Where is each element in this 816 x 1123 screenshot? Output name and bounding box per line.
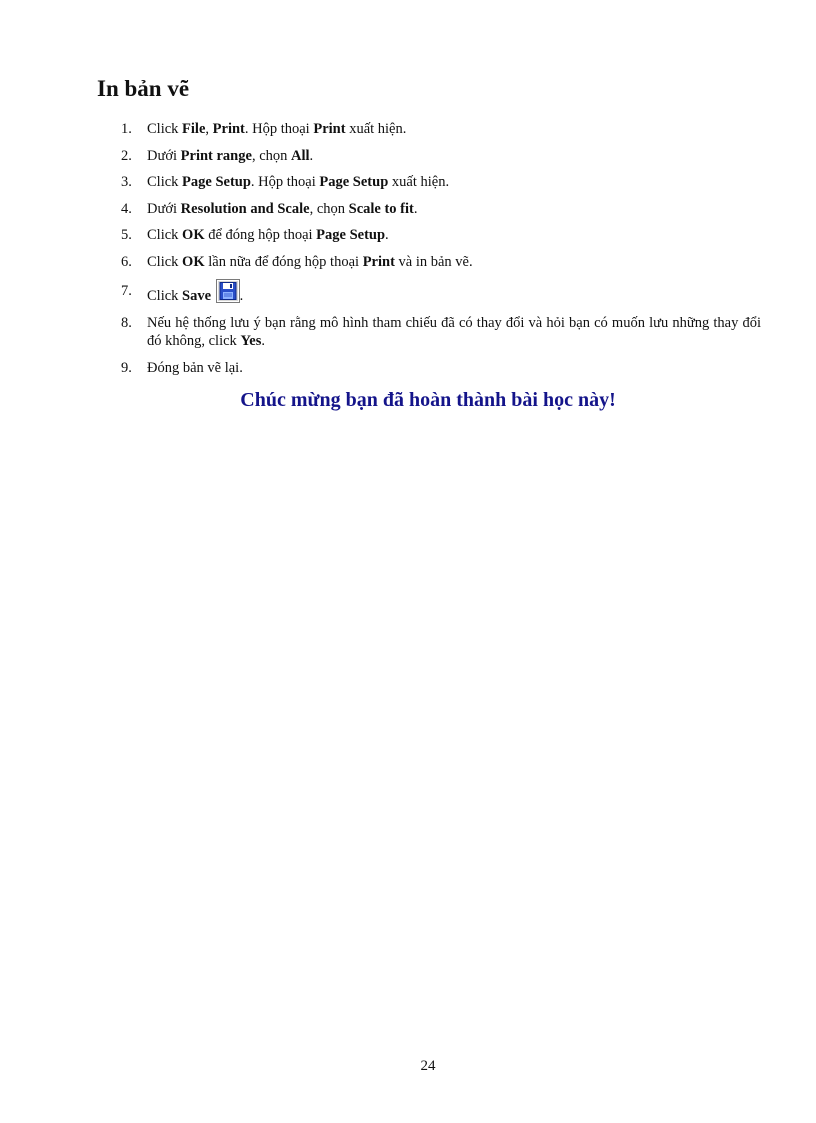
step-fragment: Click xyxy=(147,121,183,137)
step-fragment: . xyxy=(261,333,266,349)
step-fragment: và in bản vẽ. xyxy=(394,253,473,270)
step-item xyxy=(121,279,761,308)
step-fragment: , chọn xyxy=(251,147,291,164)
step-keyword: Print range xyxy=(180,147,252,164)
step-number: 9. xyxy=(121,359,132,376)
step-text xyxy=(147,173,761,191)
step-item xyxy=(121,226,761,244)
step-fragment xyxy=(211,288,215,304)
step-fragment: lần nữa để đóng hộp thoại xyxy=(204,253,363,270)
save-icon xyxy=(216,279,240,303)
step-keyword: OK xyxy=(182,253,205,270)
step-fragment: Đóng bản vẽ lại. xyxy=(147,359,243,376)
step-keyword: Page Setup xyxy=(316,227,386,243)
step-text xyxy=(147,200,761,218)
step-keyword: OK xyxy=(182,227,205,243)
step-keyword: Page Setup xyxy=(319,174,389,190)
step-number: 7. xyxy=(121,283,132,299)
step-fragment: , chọn xyxy=(309,200,349,217)
step-item xyxy=(121,173,761,191)
step-item xyxy=(121,120,761,138)
step-keyword: All xyxy=(291,147,310,164)
step-keyword: Print xyxy=(362,253,395,270)
step-fragment: Click xyxy=(147,253,183,270)
step-fragment: Dưới xyxy=(147,147,181,164)
step-fragment: Click xyxy=(147,227,183,243)
step-text xyxy=(147,314,761,350)
steps-list xyxy=(121,120,761,385)
step-fragment: . Hộp thoại xyxy=(250,174,320,190)
step-fragment: để đóng hộp thoại xyxy=(204,227,317,243)
step-fragment: Click xyxy=(147,288,183,304)
step-item xyxy=(121,314,761,350)
step-text xyxy=(147,120,761,138)
step-keyword: Print xyxy=(212,121,245,137)
step-fragment: Nếu hệ thống lưu ý bạn rằng mô hình tham chiếu đã có thay đổi và hỏi bạn có muốn lưu những thay đổi đó không, click xyxy=(147,315,761,349)
step-fragment: . xyxy=(413,200,418,217)
page-number: 24 xyxy=(420,1058,436,1074)
step-number: 6. xyxy=(121,253,132,270)
step-keyword: Page Setup xyxy=(182,174,251,190)
step-item xyxy=(121,359,761,377)
step-number: 5. xyxy=(121,227,132,243)
step-number: 1. xyxy=(121,121,132,137)
step-item xyxy=(121,147,761,165)
step-fragment: Click xyxy=(147,174,183,190)
step-keyword: Scale to fit xyxy=(348,200,414,217)
step-text xyxy=(147,147,761,165)
step-fragment: Dưới xyxy=(147,200,181,217)
step-number: 2. xyxy=(121,147,132,164)
step-keyword: Yes xyxy=(240,333,262,349)
step-item xyxy=(121,253,761,271)
step-number: 8. xyxy=(121,315,132,331)
step-text xyxy=(147,279,761,308)
step-fragment: xuất hiện. xyxy=(388,174,450,190)
step-text xyxy=(147,253,761,271)
step-item xyxy=(121,200,761,218)
step-fragment: xuất hiện. xyxy=(345,121,407,137)
step-number: 4. xyxy=(121,200,132,217)
step-fragment: . xyxy=(309,147,314,164)
step-fragment: . xyxy=(239,288,244,304)
step-text xyxy=(147,359,761,377)
section-title: In bản vẽ xyxy=(97,76,190,101)
step-keyword: Save xyxy=(182,288,212,304)
step-text xyxy=(147,226,761,244)
step-fragment: . xyxy=(385,227,389,243)
step-number: 3. xyxy=(121,174,132,190)
step-keyword: Print xyxy=(313,121,346,137)
step-fragment: , xyxy=(205,121,213,137)
closing-message: Chúc mừng bạn đã hoàn thành bài học này! xyxy=(240,389,616,411)
step-keyword: File xyxy=(182,121,206,137)
step-fragment: . Hộp thoại xyxy=(244,121,314,137)
step-keyword: Resolution and Scale xyxy=(180,200,310,217)
